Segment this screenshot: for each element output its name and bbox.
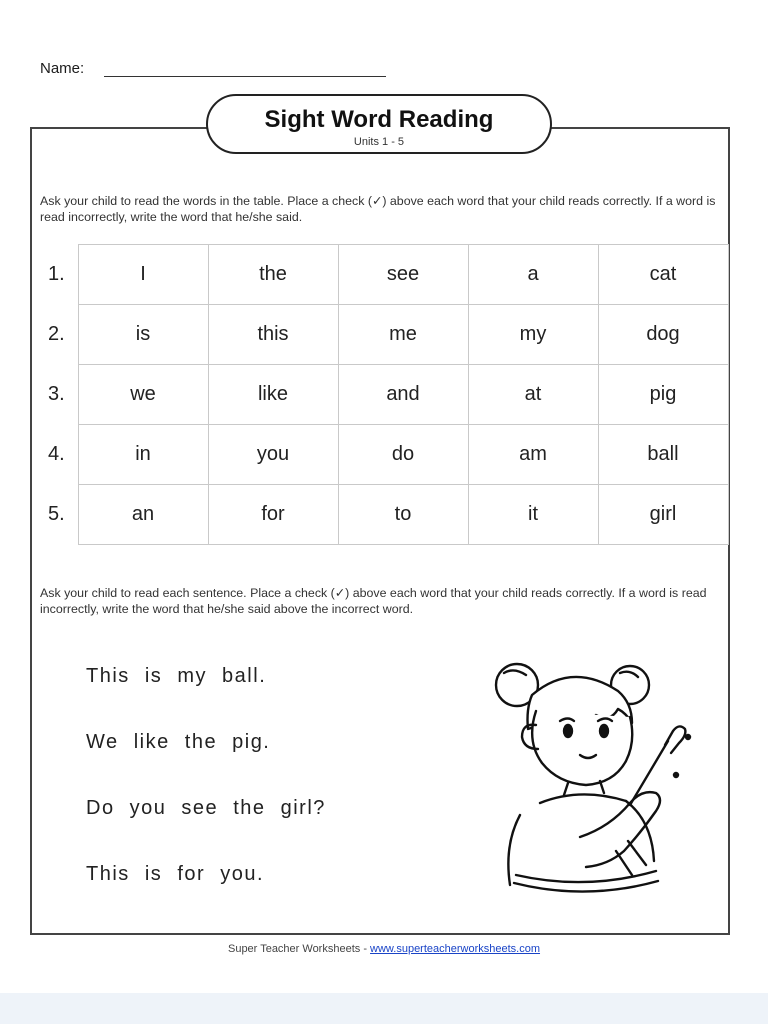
row-number: 3.	[48, 383, 65, 405]
table-row	[40, 425, 728, 485]
name-label: Name:	[40, 60, 85, 77]
word-cell[interactable]: am	[468, 425, 598, 485]
word-cell[interactable]: ball	[598, 425, 728, 485]
row-number: 5.	[48, 503, 65, 525]
girl-with-paintbrush-illustration	[480, 655, 700, 895]
word-cell[interactable]: dog	[598, 305, 728, 365]
word-cell[interactable]: for	[208, 485, 338, 545]
word-cell[interactable]: a	[468, 245, 598, 305]
word-cell[interactable]: see	[338, 245, 468, 305]
word-cell[interactable]: like	[208, 365, 338, 425]
row-number: 4.	[48, 443, 65, 465]
word-cell[interactable]: you	[208, 425, 338, 485]
sentence[interactable]: This is for you.	[86, 863, 265, 885]
sentence[interactable]: This is my ball.	[86, 665, 267, 687]
word-cell[interactable]: an	[78, 485, 208, 545]
page-subtitle: Units 1 - 5	[353, 136, 405, 148]
table-row	[40, 305, 728, 365]
word-cell[interactable]: I	[78, 245, 208, 305]
sentence[interactable]: We like the pig.	[86, 731, 271, 753]
title-banner	[206, 94, 552, 154]
word-cell[interactable]: this	[208, 305, 338, 365]
bottom-background-band	[0, 993, 768, 1024]
page-title: Sight Word Reading	[264, 106, 494, 133]
word-cell[interactable]: and	[338, 365, 468, 425]
sight-word-table	[40, 244, 729, 545]
row-number: 1.	[48, 263, 65, 285]
footer-link[interactable]: www.superteacherworksheets.com	[370, 943, 541, 955]
word-cell[interactable]: is	[78, 305, 208, 365]
table-row	[40, 485, 728, 545]
table-instructions: Ask your child to read the words in the table. Place a check (✓) above each word that your child reads correctly. If a word is read incorrectly, write the word that he/she said.	[40, 194, 716, 224]
word-cell[interactable]: at	[468, 365, 598, 425]
sentence-instructions: Ask your child to read each sentence. Place a check (✓) above each word that your child reads correctly. If a word is read incorrectly, write the word that he/she said above the incorrect word.	[40, 586, 707, 616]
word-cell[interactable]: it	[468, 485, 598, 545]
footer	[0, 943, 768, 955]
word-cell[interactable]: pig	[598, 365, 728, 425]
table-row	[40, 245, 728, 305]
sentence[interactable]: Do you see the girl?	[86, 797, 326, 819]
word-cell[interactable]: to	[338, 485, 468, 545]
word-cell[interactable]: the	[208, 245, 338, 305]
word-cell[interactable]: girl	[598, 485, 728, 545]
word-cell[interactable]: in	[78, 425, 208, 485]
word-cell[interactable]: cat	[598, 245, 728, 305]
word-cell[interactable]: we	[78, 365, 208, 425]
row-number: 2.	[48, 323, 65, 345]
word-cell[interactable]: me	[338, 305, 468, 365]
table-row	[40, 365, 728, 425]
footer-text: Super Teacher Worksheets -	[227, 943, 371, 955]
name-line[interactable]	[104, 76, 386, 77]
word-cell[interactable]: do	[338, 425, 468, 485]
word-cell[interactable]: my	[468, 305, 598, 365]
